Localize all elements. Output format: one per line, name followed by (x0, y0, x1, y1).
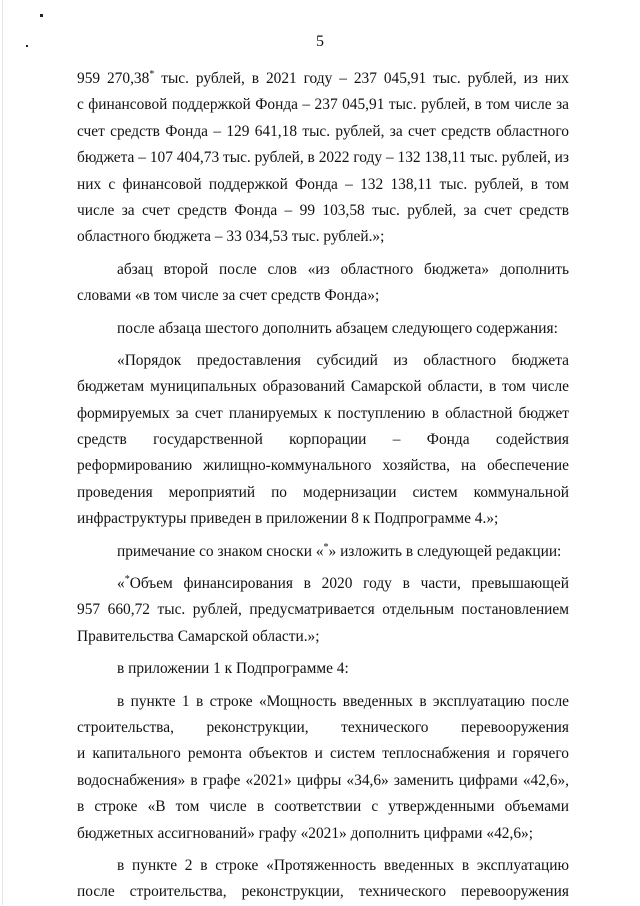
text-line: проведения мероприятий по модернизации систем коммунальной (77, 483, 569, 501)
scan-edge-line (2, 0, 3, 905)
text-line: и капитального ремонта объектов и систем теплоснабжения и горячего (77, 745, 569, 763)
text-line: словами «в том числе за счет средств Фонда»; (77, 287, 380, 305)
text-line: бюджета – 107 404,73 тыс. рублей, в 2022 году – 132 138,11 тыс. рублей, из (77, 149, 569, 167)
text-line: них с финансовой поддержкой Фонда – 132 138,11 тыс. рублей, в том (77, 175, 569, 193)
text-line: «*Объем финансирования в 2020 году в части, превышающей (117, 574, 569, 593)
text-line: средств государственной корпорации – Фонда содействия (77, 431, 569, 449)
document-body (77, 66, 569, 906)
text-line: строительства, реконструкции, технического перевооружения (77, 718, 569, 736)
text-line: бюджетных ассигнований» графу «2021» дополнить цифрами «42,6»; (77, 824, 533, 842)
text-line: водоснабжения» в графе «2021» цифры «34,6» заменить цифрами «42,6», (77, 771, 569, 789)
text-line: формируемых за счет планируемых к поступлению в областной бюджет (77, 404, 569, 422)
scan-speck (40, 14, 43, 17)
text-line: инфраструктуры приведен в приложении 8 к Подпрограмме 4.»; (77, 510, 499, 528)
text-line: 959 270,38* тыс. рублей, в 2021 году – 237 045,91 тыс. рублей, из них (77, 69, 569, 87)
text-line: в приложении 1 к Подпрограмме 4: (117, 660, 349, 678)
text-line: в пункте 2 в строке «Протяженность введенных в эксплуатацию (117, 856, 569, 874)
text-line: областного бюджета – 33 034,53 тыс. рублей.»; (77, 228, 385, 246)
text-line: после абзаца шестого дополнить абзацем следующего содержания: (117, 319, 558, 337)
text-line: числе за счет средств Фонда – 99 103,58 тыс. рублей, за счет средств (77, 201, 569, 219)
text-line: после строительства, реконструкции, технического перевооружения (77, 883, 569, 901)
text-line: с финансовой поддержкой Фонда – 237 045,91 тыс. рублей, в том числе за (77, 96, 569, 114)
text-line: Правительства Самарской области.»; (77, 627, 320, 645)
text-line: «Порядок предоставления субсидий из областного бюджета (117, 351, 569, 369)
text-line: 957 660,72 тыс. рублей, предусматривается отдельным постановлением (77, 601, 569, 619)
text-line: бюджетам муниципальных образований Самарской области, в том числе (77, 378, 569, 396)
text-line: реформированию жилищно-коммунального хозяйства, на обеспечение (77, 457, 569, 475)
text-line: в строке «В том числе в соответствии с утвержденными объемами (77, 798, 569, 816)
page-number: 5 (316, 33, 324, 50)
text-line: абзац второй после слов «из областного бюджета» дополнить (117, 260, 569, 278)
text-line: в пункте 1 в строке «Мощность введенных в эксплуатацию после (117, 692, 569, 710)
text-line: примечание со знаком сноски «*» изложить в следующей редакции: (117, 541, 562, 560)
text-line: счет средств Фонда – 129 641,18 тыс. рублей, за счет средств областного (77, 122, 569, 140)
